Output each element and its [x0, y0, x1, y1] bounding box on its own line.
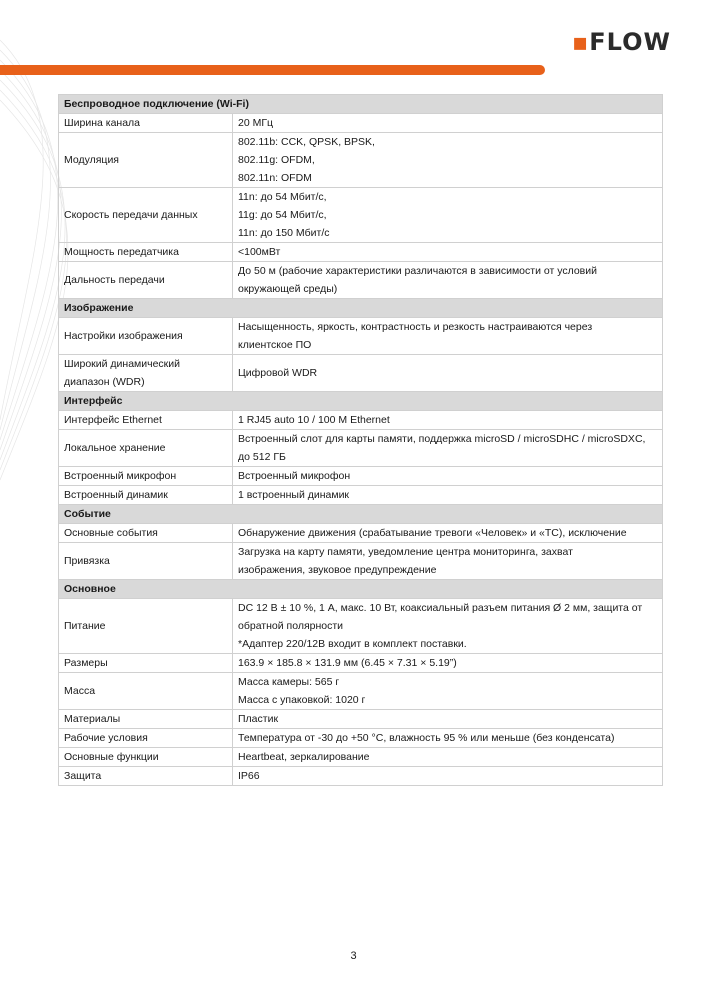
spec-row: [59, 411, 663, 430]
spec-row: [59, 262, 663, 299]
spec-value-line: 802.11g: OFDM,: [238, 154, 315, 166]
spec-value: [233, 430, 663, 467]
spec-row: [59, 524, 663, 543]
spec-label: Локальное хранение: [59, 430, 233, 467]
spec-value: [233, 654, 663, 673]
spec-value-line: Heartbeat, зеркалирование: [238, 751, 370, 763]
spec-row: [59, 355, 663, 392]
spec-value-line: обратной полярности: [238, 620, 344, 632]
spec-row: [59, 599, 663, 654]
spec-value: [233, 729, 663, 748]
spec-label: Дальность передачи: [59, 262, 233, 299]
spec-value-line: Температура от -30 до +50 °C, влажность 95 % или меньше (без конденсата): [238, 732, 615, 744]
spec-value-line: Насыщенность, яркость, контрастность и резкость настраиваются через: [238, 321, 593, 333]
spec-value-line: клиентское ПО: [238, 339, 312, 351]
spec-row: [59, 543, 663, 580]
spec-row: [59, 729, 663, 748]
spec-value: [233, 467, 663, 486]
spec-value: [233, 133, 663, 188]
spec-value: [233, 710, 663, 729]
section-title: Событие: [59, 505, 663, 524]
section-title: Интерфейс: [59, 392, 663, 411]
spec-value-line: Масса с упаковкой: 1020 г: [238, 694, 366, 706]
spec-row: [59, 710, 663, 729]
spec-value: [233, 355, 663, 392]
section-header-row: [59, 95, 663, 114]
spec-row: [59, 430, 663, 467]
spec-value: [233, 318, 663, 355]
spec-label: Основные события: [59, 524, 233, 543]
spec-value-line: 11n: до 54 Мбит/с,: [238, 191, 327, 203]
spec-row: [59, 114, 663, 133]
spec-value: [233, 524, 663, 543]
section-title: Беспроводное подключение (Wi-Fi): [59, 95, 663, 114]
spec-label: Настройки изображения: [59, 318, 233, 355]
spec-label: Привязка: [59, 543, 233, 580]
spec-label: Основные функции: [59, 748, 233, 767]
spec-value-line: Загрузка на карту памяти, уведомление центра мониторинга, захват: [238, 546, 573, 558]
section-title: Изображение: [59, 299, 663, 318]
spec-value-line: Обнаружение движения (срабатывание тревоги «Человек» и «ТС), исключение: [238, 527, 627, 539]
spec-label: Питание: [59, 599, 233, 654]
spec-table: [58, 94, 663, 786]
spec-value-line: окружающей среды): [238, 283, 338, 295]
spec-value: [233, 767, 663, 786]
spec-value-line: до 512 ГБ: [238, 451, 286, 463]
spec-value: [233, 114, 663, 133]
spec-value: [233, 243, 663, 262]
spec-value-line: 1 RJ45 auto 10 / 100 M Ethernet: [238, 414, 390, 426]
spec-row: [59, 188, 663, 243]
spec-value-line: 802.11n: OFDM: [238, 172, 312, 184]
spec-value: [233, 543, 663, 580]
spec-value: [233, 486, 663, 505]
spec-row: [59, 486, 663, 505]
spec-value-line: <100мВт: [238, 246, 281, 258]
spec-value-line: 11n: до 150 Мбит/с: [238, 227, 330, 239]
spec-label: Материалы: [59, 710, 233, 729]
page-number: 3: [350, 950, 357, 962]
spec-row: [59, 673, 663, 710]
spec-value-line: IP66: [238, 770, 260, 782]
spec-value-line: Масса камеры: 565 г: [238, 676, 340, 688]
spec-value-line: 1 встроенный динамик: [238, 489, 350, 501]
spec-label: Модуляция: [59, 133, 233, 188]
spec-value-line: До 50 м (рабочие характеристики различаются в зависимости от условий: [238, 265, 597, 277]
spec-label: Ширина канала: [59, 114, 233, 133]
spec-value: [233, 411, 663, 430]
spec-row: [59, 767, 663, 786]
spec-label: Встроенный динамик: [59, 486, 233, 505]
spec-value-line: 20 МГц: [238, 117, 274, 129]
spec-value-line: изображения, звуковое предупреждение: [238, 564, 437, 576]
spec-label: Мощность передатчика: [59, 243, 233, 262]
section-header-row: [59, 505, 663, 524]
spec-value-line: 802.11b: CCK, QPSK, BPSK,: [238, 136, 375, 148]
spec-label: Встроенный микрофон: [59, 467, 233, 486]
spec-label: Масса: [59, 673, 233, 710]
spec-value: [233, 673, 663, 710]
spec-value-line: 163.9 × 185.8 × 131.9 мм (6.45 × 7.31 × 5.19”): [238, 657, 457, 669]
spec-value-line: Встроенный микрофон: [238, 470, 351, 482]
spec-value-line: 11g: до 54 Мбит/с,: [238, 209, 327, 221]
spec-label: Интерфейс Ethernet: [59, 411, 233, 430]
section-header-row: [59, 580, 663, 599]
spec-row: [59, 243, 663, 262]
spec-row: [59, 318, 663, 355]
spec-value: [233, 262, 663, 299]
spec-row: [59, 133, 663, 188]
spec-label: Широкий динамический диапазон (WDR): [59, 355, 233, 392]
header-accent-bar: [0, 65, 545, 75]
spec-value: [233, 599, 663, 654]
spec-row: [59, 467, 663, 486]
section-title: Основное: [59, 580, 663, 599]
spec-value-line: Пластик: [238, 713, 279, 725]
spec-row: [59, 748, 663, 767]
spec-row: [59, 654, 663, 673]
spec-label: Рабочие условия: [59, 729, 233, 748]
spec-label: Защита: [59, 767, 233, 786]
spec-label: Скорость передачи данных: [59, 188, 233, 243]
spec-value-line: Встроенный слот для карты памяти, поддержка microSD / microSDHC / microSDXC,: [238, 433, 646, 445]
spec-value-line: DC 12 В ± 10 %, 1 А, макс. 10 Вт, коаксиальный разъем питания Ø 2 мм, защита от: [238, 602, 643, 614]
spec-value: [233, 188, 663, 243]
flow-logo-mark-icon: ▪: [572, 28, 590, 56]
spec-value-line: *Адаптер 220/12В входит в комплект поставки.: [238, 638, 467, 650]
spec-label: Размеры: [59, 654, 233, 673]
spec-value: [233, 748, 663, 767]
logo-text: FLOW: [589, 28, 671, 56]
section-header-row: [59, 392, 663, 411]
flow-logo: [572, 28, 671, 56]
section-header-row: [59, 299, 663, 318]
spec-value-line: Цифровой WDR: [238, 367, 318, 379]
